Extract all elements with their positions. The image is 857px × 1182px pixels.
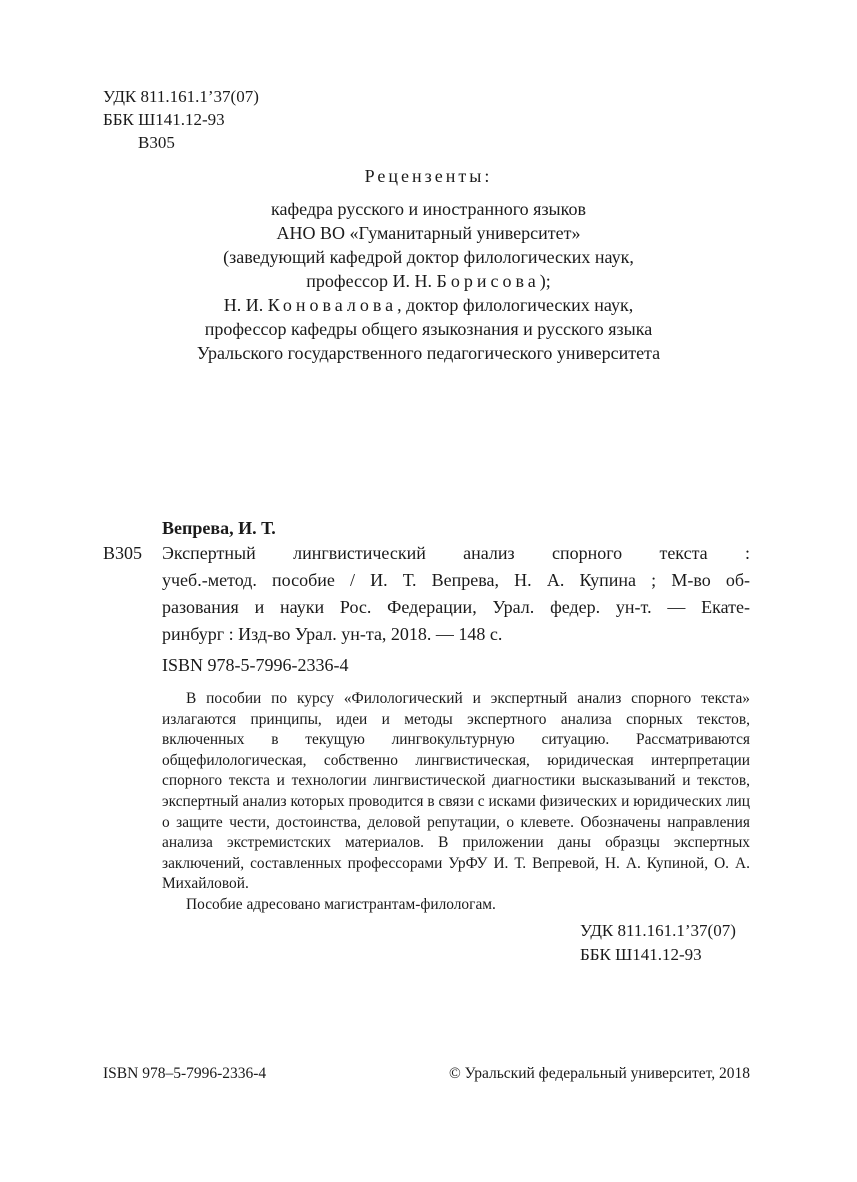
reviewer-line: профессор кафедры общего языкознания и русского языка xyxy=(204,319,653,339)
classification-top xyxy=(103,85,259,154)
footer-isbn: ISBN 978–5-7996-2336-4 xyxy=(103,1065,267,1082)
reviewer-line: (заведующий кафедрой доктор филологических наук, xyxy=(223,247,634,267)
reviewer2-initials: Н. И. xyxy=(223,295,268,315)
reviewer-line: АНО ВО «Гуманитарный университет» xyxy=(276,223,581,243)
reviewers-block xyxy=(0,197,857,365)
professor-prefix: профессор И. Н. xyxy=(306,271,437,291)
reviewer-line xyxy=(0,269,857,293)
bbk-code: ББК Ш141.12-93 xyxy=(103,110,225,129)
professor-suffix: ); xyxy=(539,271,551,291)
author-heading: Вепрева, И. Т. xyxy=(162,518,276,538)
reviewer2-name: Коновалова xyxy=(267,295,398,315)
reviewers-heading: Рецензенты: xyxy=(364,166,493,186)
abstract-paragraph: Пособие адресовано магистрантам-филологам. xyxy=(186,895,496,913)
author-sign-code: В305 xyxy=(138,133,175,152)
reviewer-line: Уральского государственного педагогического университета xyxy=(196,343,661,363)
bbk-code-bottom: ББК Ш141.12-93 xyxy=(580,945,702,964)
udk-code: УДК 811.161.1’37(07) xyxy=(103,87,259,106)
udk-code-bottom: УДК 811.161.1’37(07) xyxy=(580,921,736,940)
professor-name: Борисова xyxy=(436,271,540,291)
biblio-line: Экспертный лингвистический анализ спорного текста : xyxy=(162,543,750,563)
biblio-line: разования и науки Рос. Федерации, Урал. федер. ун-т. — Екате- xyxy=(162,597,750,617)
bibliographic-description xyxy=(162,540,750,648)
abstract xyxy=(162,689,750,916)
biblio-line: ринбург : Изд-во Урал. ун-та, 2018. — 148 с. xyxy=(162,624,503,644)
isbn: ISBN 978-5-7996-2336-4 xyxy=(162,655,349,675)
biblio-line: учеб.-метод. пособие / И. Т. Вепрева, Н. А. Купина ; М-во об- xyxy=(162,570,750,590)
reviewer-line xyxy=(0,293,857,317)
classification-bottom xyxy=(580,919,736,967)
reviewer-line: кафедра русского и иностранного языков xyxy=(271,199,586,219)
copyright: © Уральский федеральный университет, 2018 xyxy=(448,1065,750,1082)
bibliography-code: В305 xyxy=(103,543,143,563)
abstract-paragraph: В пособии по курсу «Филологический и экспертный анализ спорного текста» излагаются принципы, идеи и методы экспертного анализа спорных текстов, включенных в текущую лингвокультурную ситуацию. Рассматриваются общефилологическая, собственно лингвистическая, юридическая интерпретации спорного текста и технологии лингвистической диагностики высказываний и текстов, экспертный анализ которых проводится в связи с исками физических и юридических лиц о защите чести, достоинства, деловой репутации, о клевете. Обозначены направления анализа экстремистских материалов. В приложении даны образцы экспертных заключений, составленных профессорами УрФУ И. Т. Вепревой, Н. А. Купиной, О. А. Михайловой. xyxy=(162,690,750,893)
reviewer2-suffix: , доктор филологических наук, xyxy=(397,295,634,315)
